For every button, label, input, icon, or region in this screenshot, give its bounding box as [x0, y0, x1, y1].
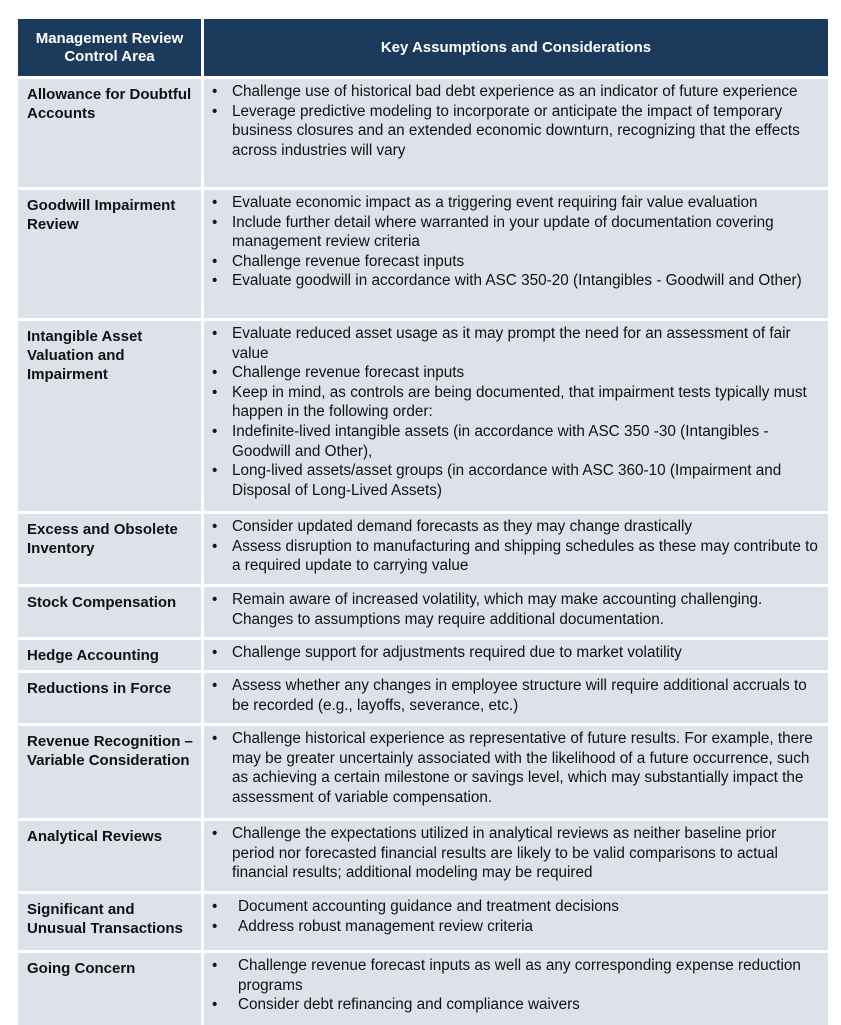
consideration-bullet: • Consider debt refinancing and compliance waivers	[210, 995, 822, 1015]
consideration-bullet: • Long-lived assets/asset groups (in accordance with ASC 360-10 (Impairment and Disposal of Long-Lived Assets)	[210, 461, 822, 500]
control-area-label: Reductions in Force	[18, 673, 204, 723]
consideration-bullet: • Assess whether any changes in employee structure will require additional accruals to be recorded (e.g., layoffs, severance, etc.)	[210, 676, 822, 715]
table-row	[18, 670, 828, 723]
considerations-cell	[204, 726, 828, 818]
table-row	[18, 891, 828, 950]
review-table	[18, 19, 828, 1025]
table-row	[18, 76, 828, 187]
consideration-bullet: • Evaluate reduced asset usage as it may prompt the need for an assessment of fair value	[210, 324, 822, 363]
considerations-list	[210, 956, 822, 1015]
control-area-label: Goodwill Impairment Review	[18, 190, 204, 318]
considerations-list	[210, 643, 822, 663]
considerations-cell	[204, 673, 828, 723]
control-area-label: Allowance for Doubtful Accounts	[18, 79, 204, 187]
considerations-list	[210, 897, 822, 936]
table-row	[18, 187, 828, 318]
table-body	[18, 76, 828, 1025]
considerations-cell	[204, 514, 828, 584]
considerations-list	[210, 82, 822, 160]
considerations-cell	[204, 953, 828, 1025]
consideration-bullet: • Address robust management review criteria	[210, 917, 822, 937]
considerations-list	[210, 517, 822, 576]
control-area-label: Excess and Obsolete Inventory	[18, 514, 204, 584]
control-area-label: Going Concern	[18, 953, 204, 1025]
consideration-bullet: • Consider updated demand forecasts as they may change drastically	[210, 517, 822, 537]
table-row	[18, 723, 828, 818]
control-area-label: Intangible Asset Valuation and Impairment	[18, 321, 204, 511]
consideration-bullet: • Challenge revenue forecast inputs	[210, 252, 822, 272]
table-row	[18, 950, 828, 1025]
considerations-cell	[204, 894, 828, 950]
consideration-bullet: • Remain aware of increased volatility, which may make accounting challenging. Changes to assumptions may require additional documentation.	[210, 590, 822, 629]
consideration-bullet: • Include further detail where warranted in your update of documentation covering management review criteria	[210, 213, 822, 252]
consideration-bullet: • Challenge revenue forecast inputs as well as any corresponding expense reduction programs	[210, 956, 822, 995]
considerations-cell	[204, 190, 828, 318]
consideration-bullet: • Evaluate economic impact as a triggering event requiring fair value evaluation	[210, 193, 822, 213]
considerations-cell	[204, 79, 828, 187]
table-header	[18, 19, 828, 76]
considerations-list	[210, 676, 822, 715]
consideration-bullet: • Document accounting guidance and treatment decisions	[210, 897, 822, 917]
considerations-list	[210, 193, 822, 291]
control-area-label: Hedge Accounting	[18, 640, 204, 670]
table-row	[18, 511, 828, 584]
table-row	[18, 318, 828, 511]
header-control-area: Management Review Control Area	[18, 19, 204, 76]
control-area-label: Stock Compensation	[18, 587, 204, 637]
consideration-bullet: • Challenge revenue forecast inputs	[210, 363, 822, 383]
table-row	[18, 637, 828, 670]
consideration-bullet: • Leverage predictive modeling to incorporate or anticipate the impact of temporary business closures and an extended economic downturn, recognizing that the effects across industries will vary	[210, 102, 822, 161]
considerations-list	[210, 729, 822, 807]
considerations-cell	[204, 821, 828, 891]
consideration-bullet: • Evaluate goodwill in accordance with ASC 350-20 (Intangibles - Goodwill and Other)	[210, 271, 822, 291]
consideration-bullet: • Challenge the expectations utilized in analytical reviews as neither baseline prior period nor forecasted financial results are likely to be valid comparisons to actual financial results; additional modeling may be required	[210, 824, 822, 883]
considerations-cell	[204, 640, 828, 670]
consideration-bullet: • Challenge historical experience as representative of future results. For example, there may be greater uncertainly associated with the likelihood of a future occurrence, such as achieving a certain milestone or savings level, which may substantially impact the assessment of variable compensation.	[210, 729, 822, 807]
table-row	[18, 818, 828, 891]
consideration-bullet: • Challenge use of historical bad debt experience as an indicator of future experience	[210, 82, 822, 102]
considerations-cell	[204, 587, 828, 637]
consideration-bullet: • Assess disruption to manufacturing and shipping schedules as these may contribute to a required update to carrying value	[210, 537, 822, 576]
control-area-label: Significant and Unusual Transactions	[18, 894, 204, 950]
considerations-list	[210, 590, 822, 629]
header-key-assumptions: Key Assumptions and Considerations	[380, 39, 652, 56]
control-area-label: Analytical Reviews	[18, 821, 204, 891]
consideration-bullet: • Challenge support for adjustments required due to market volatility	[210, 643, 822, 663]
consideration-bullet: • Indefinite-lived intangible assets (in accordance with ASC 350 -30 (Intangibles - Goodwill and Other),	[210, 422, 822, 461]
considerations-list	[210, 824, 822, 883]
consideration-bullet: • Keep in mind, as controls are being documented, that impairment tests typically must happen in the following order:	[210, 383, 822, 422]
considerations-list	[210, 324, 822, 500]
considerations-cell	[204, 321, 828, 511]
control-area-label: Revenue Recognition – Variable Consideration	[18, 726, 204, 818]
table-row	[18, 584, 828, 637]
